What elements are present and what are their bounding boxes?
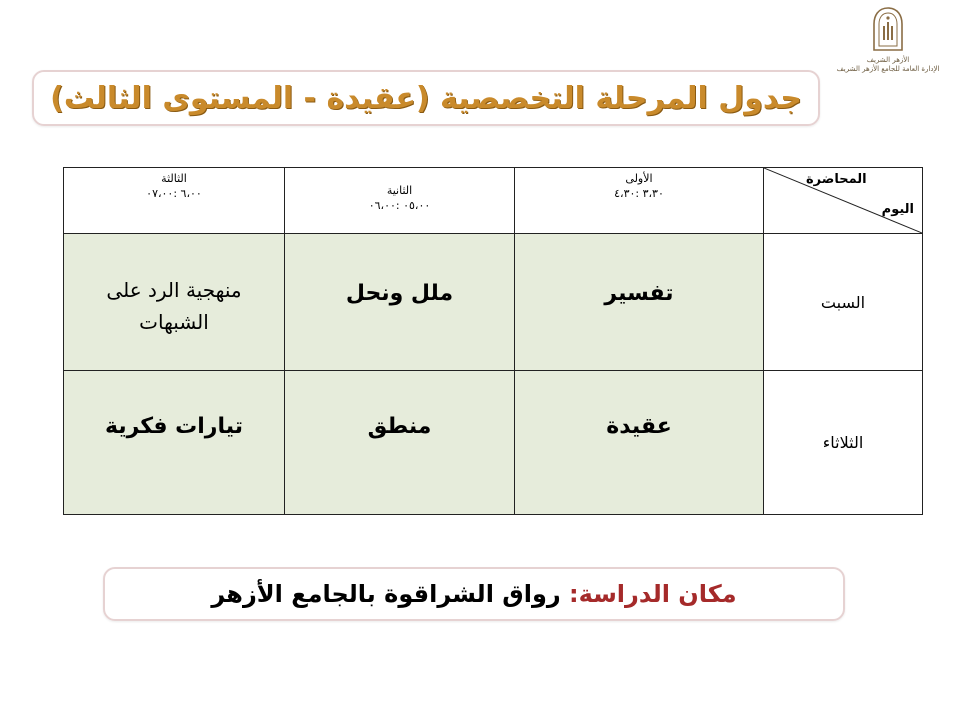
period-time: ٣،٣٠ :٤،٣٠ (614, 187, 664, 200)
period-name: الأولى (625, 172, 653, 185)
table-row-saturday (64, 234, 923, 371)
table-row-tuesday (64, 371, 923, 515)
period-header-2 (285, 168, 515, 234)
subject-cell: تفسير (515, 234, 764, 371)
location-banner (103, 567, 845, 621)
title-banner (32, 70, 820, 126)
subject-cell: عقيدة (515, 371, 764, 515)
corner-day-label: اليوم (881, 202, 914, 217)
subject-text: منهجية الرد على الشبهات (106, 278, 242, 334)
subject-cell: منطق (285, 371, 515, 515)
corner-header-cell (764, 168, 923, 234)
page-title: جدول المرحلة التخصصية (عقيدة - المستوى الثالث) (50, 80, 802, 116)
period-header-3 (64, 168, 285, 234)
day-cell: الثلاثاء (764, 371, 923, 515)
period-name: الثالثة (161, 172, 187, 185)
azhar-logo (828, 6, 948, 86)
subject-cell: تيارات فكرية (64, 371, 285, 515)
azhar-emblem-icon (870, 6, 906, 56)
header-row (64, 168, 923, 234)
location-label: مكان الدراسة: (569, 580, 737, 608)
period-time: ٦،٠٠ :٠٧،٠٠ (146, 187, 202, 200)
period-name: الثانية (386, 184, 413, 197)
location-text (211, 580, 736, 608)
period-time: ٠٥،٠٠ :٠٦،٠٠ (368, 199, 431, 212)
corner-lecture-label: المحاضرة (806, 172, 867, 187)
subject-cell: ملل ونحل (285, 234, 515, 371)
logo-line-1: الأزهر الشريف (866, 56, 910, 64)
day-cell: السبت (764, 234, 923, 371)
logo-line-2: الإدارة العامة للجامع الأزهر الشريف (836, 65, 940, 73)
location-value: رواق الشراقوة بالجامع الأزهر (211, 580, 561, 608)
period-header-1 (515, 168, 764, 234)
schedule-table (63, 167, 923, 515)
subject-cell (64, 234, 285, 371)
